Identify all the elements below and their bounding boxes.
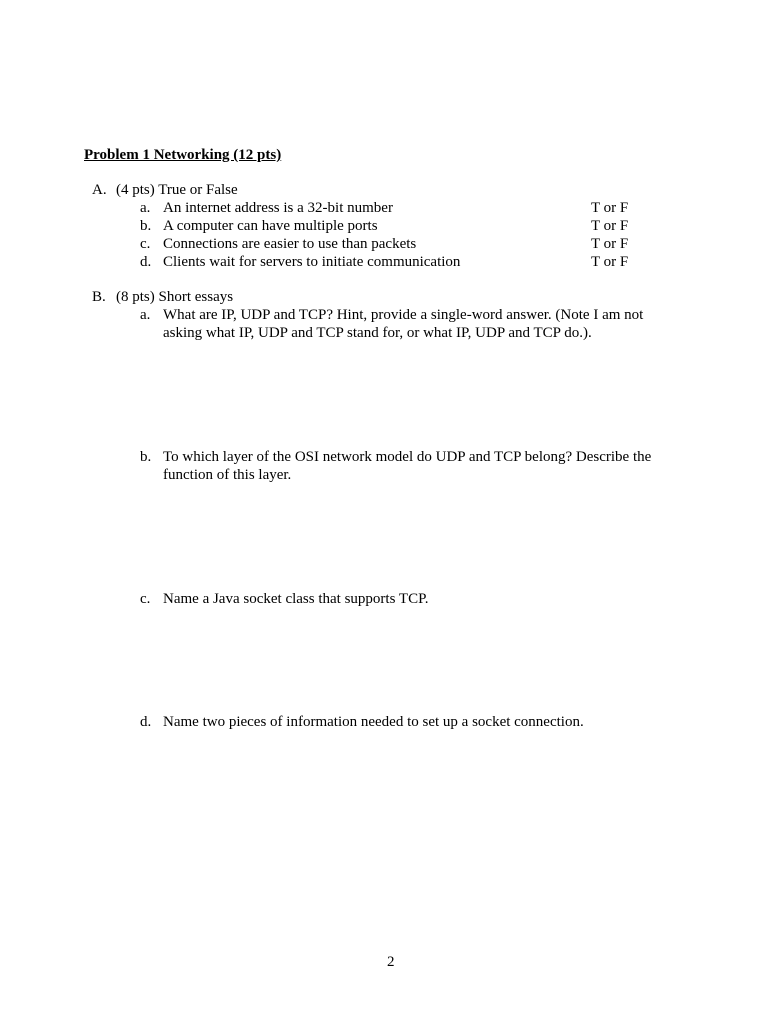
question-text: Connections are easier to use than packets [163,236,417,252]
section-b-heading: (8 pts) Short essays [116,289,234,305]
question-text-continued: asking what IP, UDP and TCP stand for, or what IP, UDP and TCP do.). [163,325,592,341]
question-text: Name two pieces of information needed to set up a socket connection. [163,714,584,730]
true-false-answer: T or F [591,218,629,234]
question-text: A computer can have multiple ports [163,218,378,234]
question-text: An internet address is a 32-bit number [163,200,393,216]
section-a-heading: (4 pts) True or False [116,182,238,198]
question-marker: b. [140,449,152,465]
question-marker: d. [140,714,152,730]
section-a-marker: A. [92,182,107,198]
question-marker: c. [140,236,151,252]
question-marker: b. [140,218,152,234]
question-text: Name a Java socket class that supports TCP. [163,591,429,607]
question-marker: a. [140,307,151,323]
true-false-answer: T or F [591,200,629,216]
question-text: What are IP, UDP and TCP? Hint, provide a single-word answer. (Note I am not [163,307,644,323]
true-false-answer: T or F [591,236,629,252]
question-marker: a. [140,200,151,216]
problem-title: Problem 1 Networking (12 pts) [84,147,282,163]
page-number: 2 [387,954,395,970]
question-text-continued: function of this layer. [163,467,292,483]
section-b-marker: B. [92,289,106,305]
true-false-answer: T or F [591,254,629,270]
question-text: Clients wait for servers to initiate communication [163,254,461,270]
question-text: To which layer of the OSI network model do UDP and TCP belong? Describe the [163,449,652,465]
question-marker: d. [140,254,152,270]
question-marker: c. [140,591,151,607]
